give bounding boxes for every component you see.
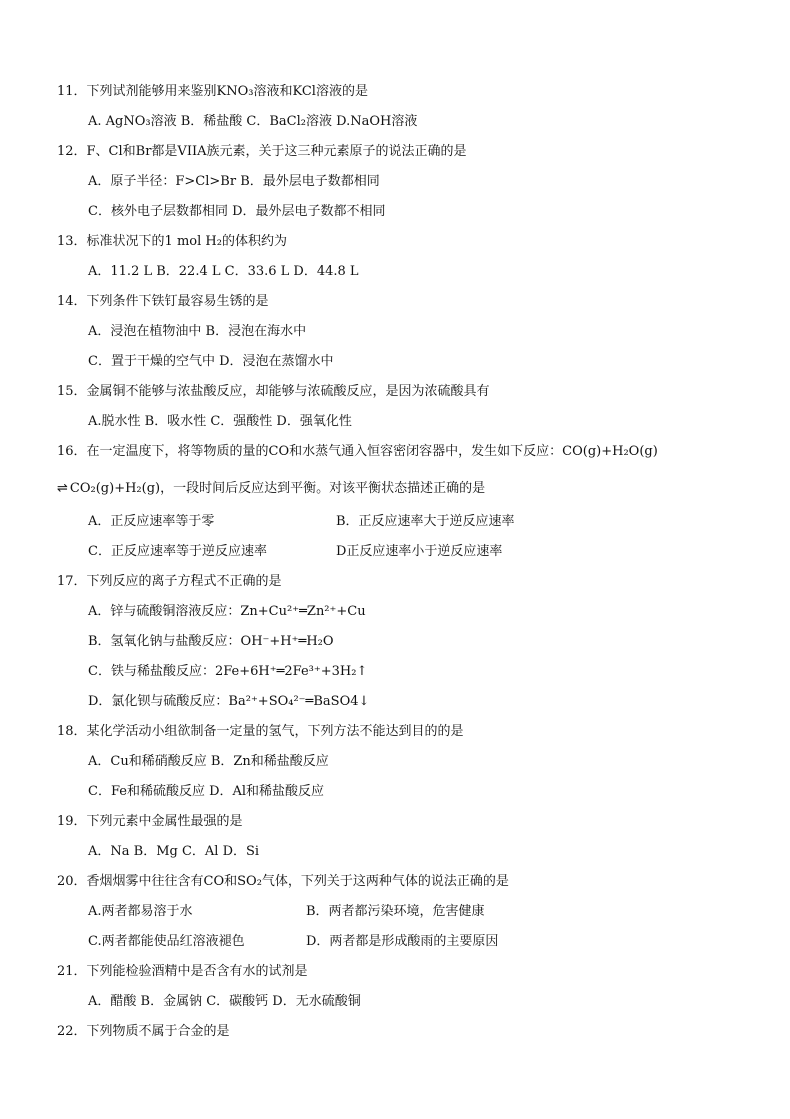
question-22: 22．下列物质不属于合金的是 bbox=[57, 1024, 230, 1039]
question-16-cont-text: CO₂(g)+H₂(g)，一段时间后反应达到平衡。对该平衡状态描述正确的是 bbox=[69, 481, 486, 496]
question-18-options-ab: A．Cu和稀硝酸反应 B．Zn和稀盐酸反应 bbox=[88, 754, 329, 769]
question-16-option-b: B．正反应速率大于逆反应速率 bbox=[336, 514, 515, 529]
question-15-options: A.脱水性 B．吸水性 C．强酸性 D．强氧化性 bbox=[88, 414, 352, 429]
question-16-option-d: D正反应速率小于逆反应速率 bbox=[336, 544, 503, 559]
question-19-options: A．Na B．Mg C．Al D．Si bbox=[88, 844, 260, 859]
question-13: 13．标准状况下的1 mol H₂的体积约为 bbox=[57, 234, 287, 249]
question-17: 17．下列反应的离子方程式不正确的是 bbox=[57, 574, 282, 589]
question-20-option-b: B．两者都污染环境，危害健康 bbox=[306, 904, 485, 919]
question-15: 15．金属铜不能够与浓盐酸反应，却能够与浓硫酸反应，是因为浓硫酸具有 bbox=[57, 384, 490, 399]
equilibrium-arrow-icon: ⇌ bbox=[57, 481, 68, 496]
question-18: 18．某化学活动小组欲制备一定量的氢气，下列方法不能达到目的的是 bbox=[57, 724, 464, 739]
question-17-option-d: D．氯化钡与硫酸反应：Ba²⁺+SO₄²⁻═BaSO4↓ bbox=[88, 694, 370, 709]
question-20-option-a: A.两者都易溶于水 bbox=[88, 904, 193, 919]
question-11: 11．下列试剂能够用来鉴别KNO₃溶液和KCl溶液的是 bbox=[57, 84, 368, 99]
question-19: 19．下列元素中金属性最强的是 bbox=[57, 814, 243, 829]
question-12: 12．F、Cl和Br都是VIIA族元素，关于这三种元素原子的说法正确的是 bbox=[57, 144, 467, 159]
question-12-options-ab: A．原子半径：F>Cl>Br B．最外层电子数都相同 bbox=[88, 174, 380, 189]
question-12-options-cd: C．核外电子层数都相同 D．最外层电子数都不相同 bbox=[88, 204, 386, 219]
question-17-option-c: C．铁与稀盐酸反应：2Fe+6H⁺═2Fe³⁺+3H₂↑ bbox=[88, 664, 368, 679]
question-21-options: A．醋酸 B．金属钠 C．碳酸钙 D．无水硫酸铜 bbox=[88, 994, 361, 1009]
question-21: 21．下列能检验酒精中是否含有水的试剂是 bbox=[57, 964, 308, 979]
question-14: 14．下列条件下铁钉最容易生锈的是 bbox=[57, 294, 269, 309]
question-17-option-b: B．氢氧化钠与盐酸反应：OH⁻+H⁺═H₂O bbox=[88, 634, 334, 649]
question-18-options-cd: C．Fe和稀硫酸反应 D．Al和稀盐酸反应 bbox=[88, 784, 325, 799]
question-20-option-d: D．两者都是形成酸雨的主要原因 bbox=[306, 934, 499, 949]
question-14-options-ab: A．浸泡在植物油中 B．浸泡在海水中 bbox=[88, 324, 307, 339]
question-16-continuation bbox=[57, 480, 485, 498]
question-11-options: A. AgNO₃溶液 B．稀盐酸 C．BaCl₂溶液 D.NaOH溶液 bbox=[88, 114, 418, 129]
question-16-option-c: C．正反应速率等于逆反应速率 bbox=[88, 544, 267, 559]
question-16: 16．在一定温度下，将等物质的量的CO和水蒸气通入恒容密闭容器中，发生如下反应：CO(g)+H₂O(g) bbox=[57, 444, 658, 459]
question-16-option-a: A．正反应速率等于零 bbox=[88, 514, 215, 529]
question-20: 20．香烟烟雾中往往含有CO和SO₂气体，下列关于这两种气体的说法正确的是 bbox=[57, 874, 509, 889]
question-13-options: A．11.2 L B．22.4 L C．33.6 L D．44.8 L bbox=[88, 264, 359, 279]
question-14-options-cd: C．置于干燥的空气中 D．浸泡在蒸馏水中 bbox=[88, 354, 334, 369]
question-20-option-c: C.两者都能使品红溶液褪色 bbox=[88, 934, 245, 949]
question-17-option-a: A．锌与硫酸铜溶液反应：Zn+Cu²⁺═Zn²⁺+Cu bbox=[88, 604, 366, 619]
